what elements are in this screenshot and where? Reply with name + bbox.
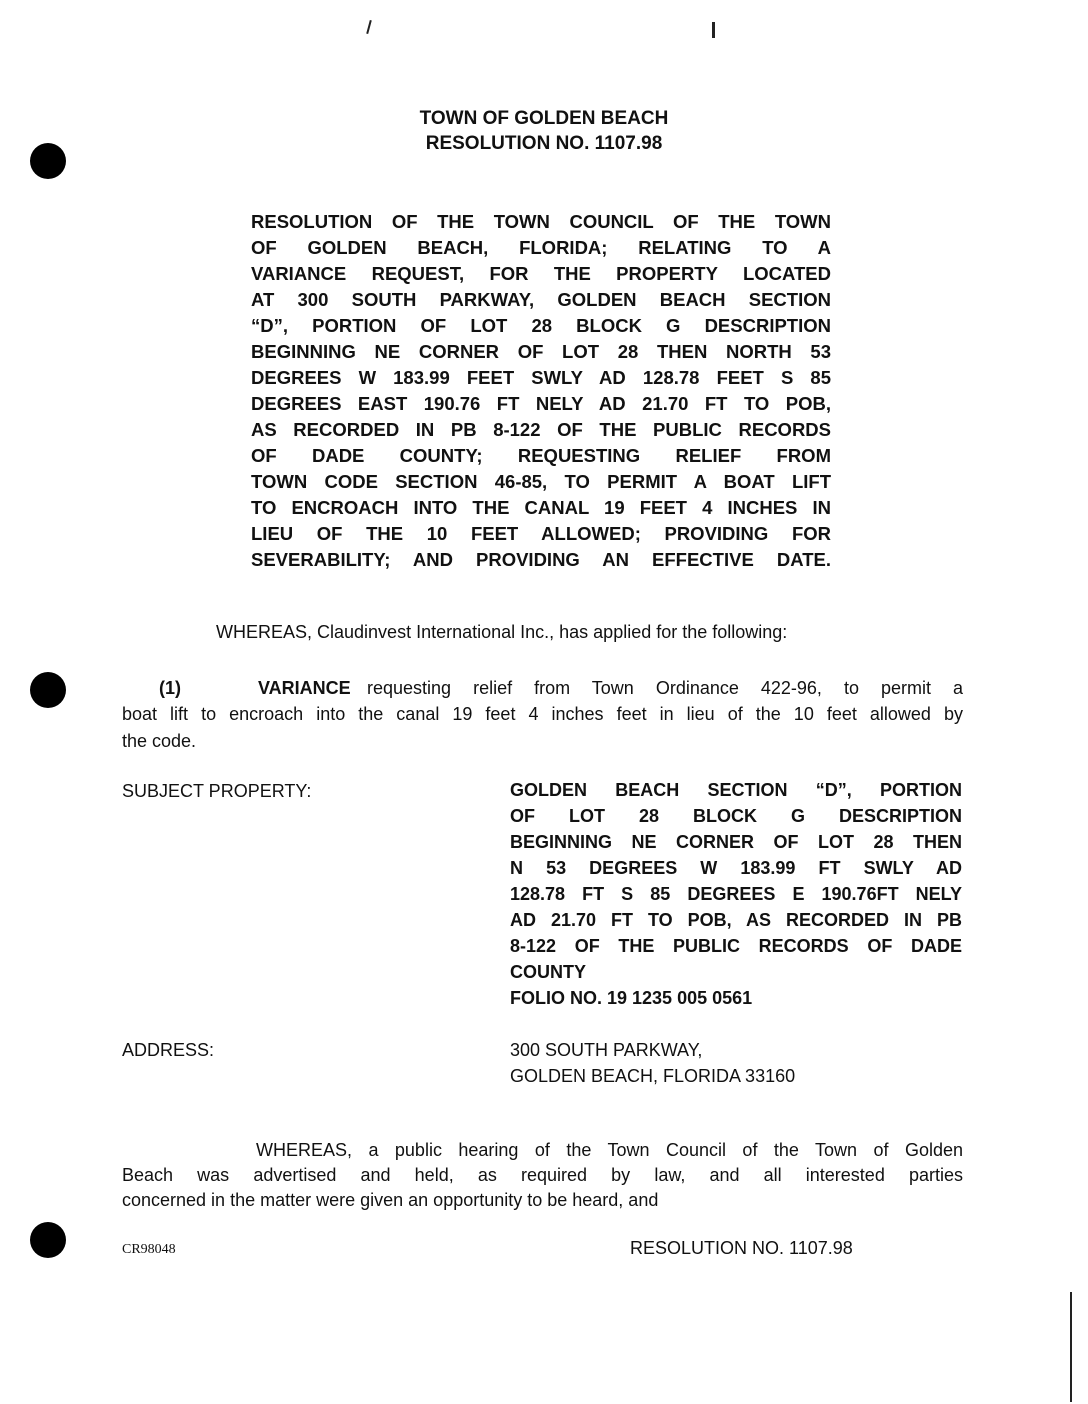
subject-property-line: OF LOT 28 BLOCK G DESCRIPTION [510,806,962,826]
whereas-hearing: WHEREAS, a public hearing of the Town Council of the Town of Golden [256,1140,963,1160]
caption-line: OF GOLDEN BEACH, FLORIDA; RELATING TO A [251,237,831,258]
footer-resolution-number: RESOLUTION NO. 1107.98 [630,1238,853,1258]
whereas-hearing: Beach was advertised and held, as required by law, and all interested parties [122,1165,963,1185]
whereas-applicant: WHEREAS, Claudinvest International Inc., has applied for the following: [216,622,788,642]
scan-mark [1070,1292,1072,1402]
whereas-hearing: concerned in the matter were given an opportunity to be heard, and [122,1190,659,1210]
caption-line: SEVERABILITY; AND PROVIDING AN EFFECTIVE DATE. [251,549,831,570]
caption-line: TO ENCROACH INTO THE CANAL 19 FEET 4 INCHES IN [251,497,831,518]
subject-property-line: BEGINNING NE CORNER OF LOT 28 THEN [510,832,962,852]
resolution-number: RESOLUTION NO. 1107.98 [425,133,663,154]
subject-property-line: GOLDEN BEACH SECTION “D”, PORTION [510,780,962,800]
caption-line: DEGREES EAST 190.76 FT NELY AD 21.70 FT TO POB, [251,393,831,414]
subject-property-line: N 53 DEGREES W 183.99 FT SWLY AD [510,858,962,878]
address-line: GOLDEN BEACH, FLORIDA 33160 [510,1066,796,1086]
subject-property-line: 128.78 FT S 85 DEGREES E 190.76FT NELY [510,884,962,904]
caption-line: OF DADE COUNTY; REQUESTING RELIEF FROM [251,445,831,466]
document-code: CR98048 [122,1242,176,1257]
variance-text: the code. [122,731,197,751]
subject-property-line: COUNTY [510,962,586,982]
caption-line: RESOLUTION OF THE TOWN COUNCIL OF THE TOWN [251,211,831,232]
subject-property-line: FOLIO NO. 19 1235 005 0561 [510,988,753,1008]
caption-line: VARIANCE REQUEST, FOR THE PROPERTY LOCATED [251,263,831,284]
caption-line: BEGINNING NE CORNER OF LOT 28 THEN NORTH 53 [251,341,831,362]
subject-property-line: 8-122 OF THE PUBLIC RECORDS OF DADE [510,936,962,956]
scan-mark [366,20,372,34]
caption-line: “D”, PORTION OF LOT 28 BLOCK G DESCRIPTION [251,315,831,336]
caption-line: AS RECORDED IN PB 8-122 OF THE PUBLIC RECORDS [251,419,831,440]
subject-property-line: AD 21.70 FT TO POB, AS RECORDED IN PB [510,910,962,930]
caption-line: AT 300 SOUTH PARKWAY, GOLDEN BEACH SECTION [251,289,831,310]
variance-text: boat lift to encroach into the canal 19 feet 4 inches feet in lieu of the 10 feet allowed by [122,704,963,724]
variance-text: requesting relief from Town Ordinance 422-96, to permit a [367,678,963,698]
variance-number: (1) [159,678,181,698]
caption-line: TOWN CODE SECTION 46-85, TO PERMIT A BOAT LIFT [251,471,831,492]
town-title: TOWN OF GOLDEN BEACH [419,108,669,129]
scan-mark [712,22,715,38]
punch-hole [30,672,66,708]
punch-hole [30,1222,66,1258]
address-label: ADDRESS: [122,1040,215,1060]
variance-label: VARIANCE [258,678,351,698]
subject-property-label: SUBJECT PROPERTY: [122,781,312,801]
caption-line: DEGREES W 183.99 FEET SWLY AD 128.78 FEET S 85 [251,367,831,388]
caption-line: LIEU OF THE 10 FEET ALLOWED; PROVIDING FOR [251,523,831,544]
address-line: 300 SOUTH PARKWAY, [510,1040,703,1060]
